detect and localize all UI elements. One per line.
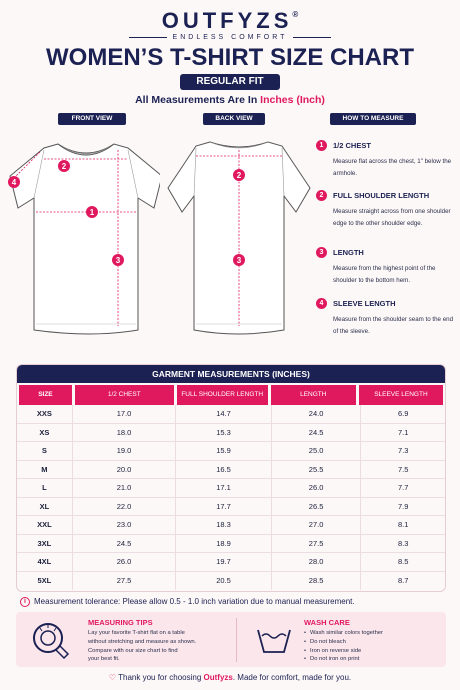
footer-prefix: Thank you for choosing: [118, 673, 204, 682]
registered-mark: ®: [292, 10, 299, 19]
table-row: [17, 516, 445, 535]
tips-line: Lay your favorite T-shirt flat on a table: [88, 630, 185, 636]
table-row: [17, 405, 445, 424]
wash-care-item: • Iron on reverse side: [304, 647, 444, 656]
header-size: SIZE: [19, 385, 72, 405]
cell-chest: 24.5: [73, 535, 177, 553]
svg-text:2: 2: [61, 162, 67, 171]
back-marker-length: [233, 254, 245, 266]
cell-size: 4XL: [17, 553, 73, 571]
cell-length: 26.5: [272, 498, 362, 516]
measuring-tips-text: [88, 629, 232, 664]
table-row: [17, 424, 445, 443]
table-row: [17, 498, 445, 517]
cell-sleeve: 7.3: [397, 446, 409, 455]
tips-line: Compare with our size chart to find: [88, 647, 178, 654]
tolerance-note: [20, 597, 355, 607]
unit-note-prefix: All Measurements Are In: [135, 94, 261, 106]
table-title: GARMENT MEASUREMENTS (INCHES): [17, 365, 445, 383]
unit-note-unit: Inches (Inch): [260, 94, 325, 106]
cell-size: XL: [17, 498, 73, 516]
svg-text:1: 1: [89, 208, 95, 217]
cell-shoulder: 15.3: [176, 424, 272, 442]
step-desc: Measure flat across the chest, 1" below the armhole.: [333, 158, 452, 177]
table-header-row: [17, 383, 445, 405]
step-title: LENGTH: [333, 248, 364, 257]
header-shoulder: FULL SHOULDER LENGTH: [177, 385, 268, 405]
step-title: 1/2 CHEST: [333, 141, 371, 150]
header-chest: 1/2 CHEST: [75, 385, 174, 405]
cell-length: 24.0: [272, 405, 362, 423]
cell-chest: 22.0: [73, 498, 177, 516]
cell-chest: 18.0: [73, 424, 177, 442]
svg-text:4: 4: [11, 178, 17, 187]
cell-shoulder: 16.5: [176, 461, 272, 479]
brand-logo: [0, 8, 460, 34]
how-to-length: [316, 247, 456, 292]
svg-text:2: 2: [236, 171, 242, 180]
wash-care-title: WASH CARE: [304, 618, 350, 627]
measurement-unit-note: [0, 94, 460, 106]
header-sleeve: SLEEVE LENGTH: [359, 385, 443, 405]
wash-care-item: • Do not bleach: [304, 638, 444, 647]
table-row: [17, 461, 445, 480]
step-desc: Measure from the shoulder seam to the end of the sleeve.: [333, 316, 454, 335]
tagline-text: ENDLESS COMFORT: [172, 34, 288, 41]
cell-length: 26.0: [272, 479, 362, 497]
header-length: LENGTH: [271, 385, 356, 405]
tips-line: your best fit.: [88, 656, 120, 663]
cell-size: XXL: [17, 516, 73, 534]
cell-chest: 21.0: [73, 479, 177, 497]
cell-chest: 20.0: [73, 461, 177, 479]
footer-note: [0, 673, 460, 682]
svg-text:3: 3: [115, 256, 121, 265]
cell-size: 5XL: [17, 572, 73, 591]
cell-shoulder: 17.1: [176, 479, 272, 497]
table-row: [17, 553, 445, 572]
tab-front-view: FRONT VIEW: [58, 113, 126, 125]
tab-how-to-measure: HOW TO MEASURE: [330, 113, 416, 125]
wash-tub-icon: [254, 622, 294, 656]
cell-size: S: [17, 442, 73, 460]
cell-shoulder: 17.7: [176, 498, 272, 516]
cell-sleeve: 6.9: [397, 409, 409, 418]
cell-size: L: [17, 479, 73, 497]
measuring-tips-title: MEASURING TIPS: [88, 618, 153, 627]
how-to-shoulder: [316, 190, 456, 240]
cell-shoulder: 15.9: [176, 442, 272, 460]
cell-length: 27.5: [272, 535, 362, 553]
wash-care-list: [304, 629, 444, 664]
cell-length: 27.0: [272, 516, 362, 534]
cell-length: 28.0: [272, 553, 362, 571]
page-title: WOMEN’S T-SHIRT SIZE CHART: [46, 44, 414, 71]
cell-shoulder: 18.3: [176, 516, 272, 534]
cell-sleeve: 7.9: [397, 501, 409, 511]
cell-chest: 23.0: [73, 516, 177, 534]
fit-badge: REGULAR FIT: [180, 74, 280, 90]
marker-length: [112, 254, 124, 266]
cell-length: 25.5: [272, 461, 362, 479]
step-desc: Measure straight across from one shoulder edge to the other shoulder edge.: [333, 208, 451, 227]
step-title: SLEEVE LENGTH: [333, 299, 396, 308]
brand-tagline: [0, 34, 460, 41]
panel-divider: [236, 618, 237, 662]
back-marker-shoulder: [233, 169, 245, 181]
cell-shoulder: 14.7: [176, 405, 272, 423]
marker-chest: [86, 206, 98, 218]
cell-size: XS: [17, 424, 73, 442]
cell-sleeve: 8.3: [397, 538, 409, 548]
cell-size: 3XL: [17, 535, 73, 553]
how-to-sleeve: [316, 298, 456, 343]
step-number: 2: [316, 190, 327, 201]
cell-chest: 17.0: [73, 405, 177, 423]
step-number: 3: [316, 247, 327, 258]
cell-shoulder: 18.9: [176, 535, 272, 553]
info-icon: i: [20, 597, 30, 607]
back-view-tshirt-diagram: [160, 128, 315, 343]
footer-suffix: . Made for comfort, made for you.: [232, 673, 352, 682]
step-number: 4: [316, 298, 327, 309]
table-row: [17, 442, 445, 461]
wash-care-item: • Do not iron on print: [304, 655, 444, 664]
cell-sleeve: 8.5: [397, 557, 409, 566]
svg-text:3: 3: [236, 256, 242, 265]
tolerance-text: Measurement tolerance: Please allow 0.5 - 1.0 inch variation due to manual measurement.: [34, 597, 355, 607]
cell-sleeve: 7.1: [397, 427, 409, 437]
table-body: [17, 405, 445, 590]
brand-name: OUTFYZS: [161, 8, 293, 33]
marker-shoulder: [58, 160, 70, 172]
cell-chest: 19.0: [73, 442, 177, 460]
size-table: [16, 364, 446, 592]
cell-sleeve: 8.7: [397, 575, 409, 585]
table-row: [17, 535, 445, 554]
cell-length: 25.0: [272, 442, 362, 460]
heart-icon: ♡: [108, 673, 117, 682]
cell-chest: 26.0: [73, 553, 177, 571]
cell-size: M: [17, 461, 73, 479]
cell-shoulder: 20.5: [176, 572, 272, 591]
cell-shoulder: 19.7: [176, 553, 272, 571]
wash-care-item: • Wash similar colors together: [304, 629, 444, 638]
cell-sleeve: 7.7: [397, 483, 409, 492]
tips-panel: [16, 612, 446, 667]
tape-measure-icon: [30, 620, 70, 660]
tips-line: without stretching and measure as shown.: [88, 638, 197, 645]
cell-chest: 27.5: [73, 572, 177, 591]
step-number: 1: [316, 140, 327, 151]
cell-length: 28.5: [272, 572, 362, 591]
cell-length: 24.5: [272, 424, 362, 442]
cell-size: XXS: [17, 405, 73, 423]
step-desc: Measure from the highest point of the shoulder to the bottom hem.: [333, 265, 436, 284]
table-row: [17, 479, 445, 498]
cell-sleeve: 7.5: [397, 464, 409, 474]
marker-sleeve: [8, 176, 20, 188]
front-view-tshirt-diagram: [0, 128, 160, 343]
tab-back-view: BACK VIEW: [203, 113, 265, 125]
footer-brand: Outfyzs: [203, 673, 233, 682]
cell-sleeve: 8.1: [397, 520, 409, 529]
table-row: [17, 572, 445, 591]
step-title: FULL SHOULDER LENGTH: [333, 191, 430, 200]
how-to-chest: [316, 140, 456, 185]
